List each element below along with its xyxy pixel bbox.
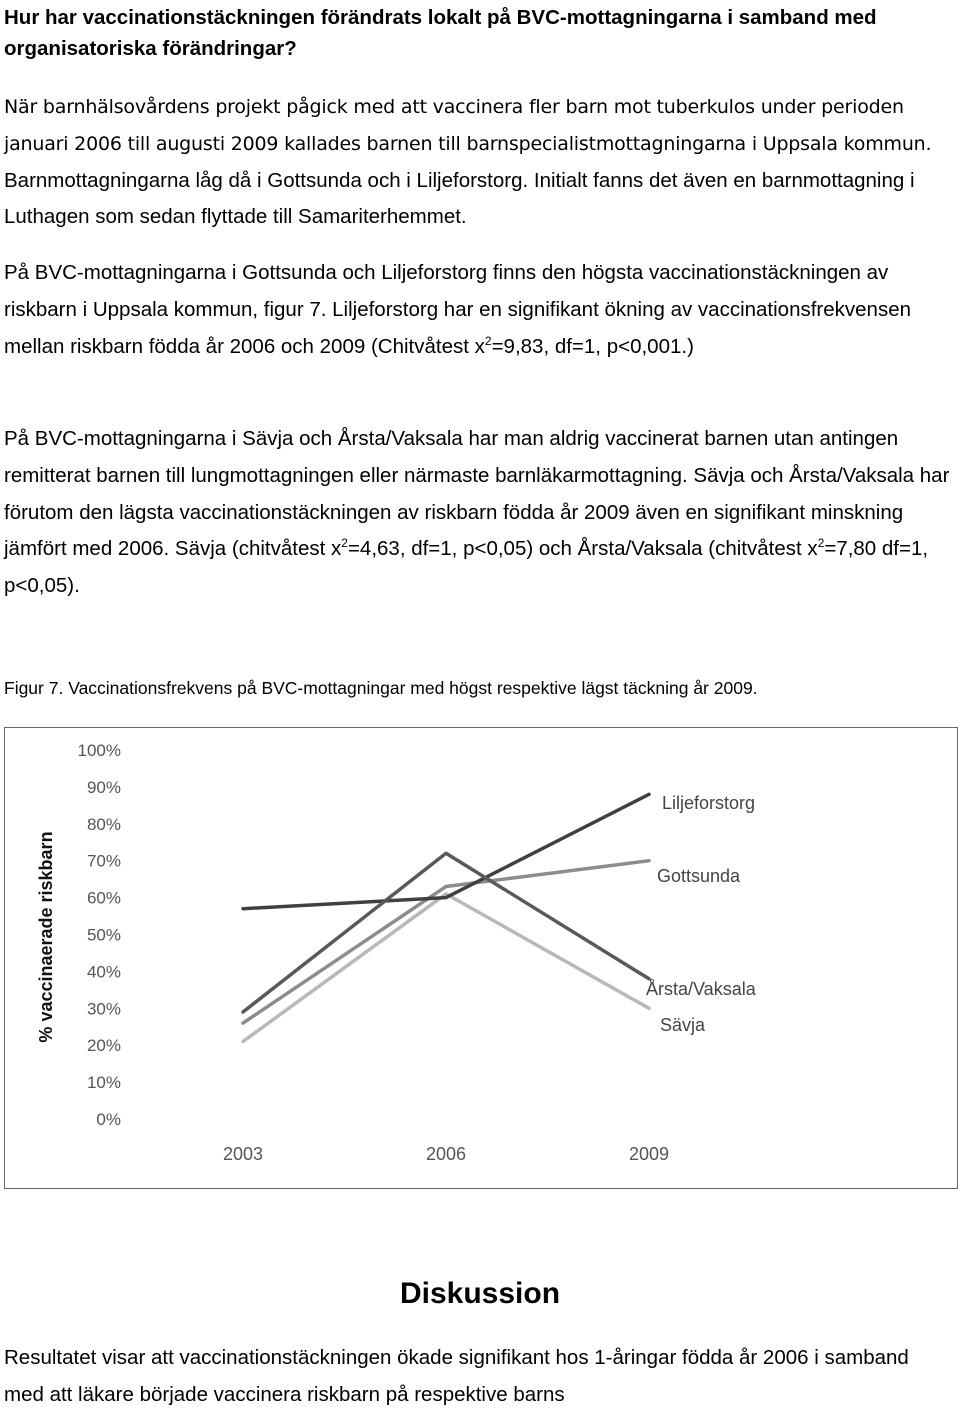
y-tick-label: 0% [96, 1110, 121, 1129]
y-tick-label: 80% [86, 814, 121, 834]
series-line [243, 894, 649, 1042]
x-tick-label: 2003 [222, 1144, 264, 1164]
y-tick-label: 90% [86, 777, 121, 797]
y-tick-label: 50% [86, 925, 121, 945]
paragraph-3 [4, 421, 954, 605]
paragraph-4: Resultatet visar att vaccinationstäckningen ökade signifikant hos 1-åringar födda år 2006 i samband med att läkare började vaccinera riskbarn på respektive barns [4, 1346, 909, 1406]
paragraph-2 [4, 255, 954, 365]
section-heading: Hur har vaccinationstäckningen förändrats lokalt på BVC-mottagningarna i samband med organisatoriska förändringar? [4, 6, 877, 60]
paragraph-1 [4, 89, 954, 236]
y-tick-label: 10% [86, 1073, 121, 1093]
x-tick-label: 2009 [628, 1144, 670, 1164]
paragraph-3-mid: =4,63, df=1, p<0,05) och Årsta/Vaksala (chitvåtest x [347, 537, 818, 561]
x-tick-label: 2006 [425, 1144, 467, 1164]
paragraph-2-text: På BVC-mottagningarna i Gottsunda och Liljeforstorg finns den högsta vaccinationstäckningen av riskbarn i Uppsala kommun, figur 7. Liljeforstorg har en signifikant ökning av vaccinationsfrekvensen mellan riskbarn födda år 2006 och 2009 (Chitvåtest x [4, 261, 912, 358]
series-label: Sävja [660, 1015, 706, 1035]
chart-svg [5, 728, 959, 1190]
series-line [243, 794, 649, 908]
superscript: 2 [341, 536, 348, 551]
series-label: Gottsunda [657, 866, 741, 886]
discussion-heading: Diskussion [399, 1277, 561, 1310]
paragraph-2-tail: =9,83, df=1, p<0,001.) [491, 334, 694, 358]
series-line [243, 853, 649, 1012]
series-label: Årsta/Vaksala [646, 979, 756, 999]
paragraph-1-part-2: Barnmottagningarna låg då i Gottsunda och i Liljeforstorg. Initialt fanns det även en barnmottagning i Luthagen som sedan flyttade till Samariterhemmet. [4, 168, 915, 229]
series-label: Liljeforstorg [662, 793, 756, 813]
y-tick-label: 40% [86, 962, 121, 982]
y-tick-label: 30% [86, 999, 121, 1019]
paragraph-1-part-1: När barnhälsovårdens projekt pågick med att vaccinera fler barn mot tuberkulos under perioden januari 2006 till augusti 2009 kallades barnen till barnspecialistmottagningarna i Uppsala kommun. [4, 96, 932, 155]
y-tick-label: 60% [86, 888, 121, 908]
superscript: 2 [817, 536, 825, 551]
superscript: 2 [484, 333, 492, 348]
figure-caption: Figur 7. Vaccinationsfrekvens på BVC-mottagningar med högst respektive lägst täckning år 2009. [4, 678, 758, 698]
y-tick-label: 20% [86, 1036, 121, 1056]
y-tick-label: 70% [86, 851, 121, 871]
line-chart [4, 727, 958, 1189]
y-tick-label: 100% [77, 741, 121, 760]
y-axis-title: % vaccinaerade riskbarn [36, 831, 56, 1043]
paragraph-3-tail: =7,80 df=1, p<0,05). [4, 537, 929, 598]
paragraph-3-text: På BVC-mottagningarna i Sävja och Årsta/Vaksala har man aldrig vaccinerat barnen utan antingen remitterat barnen till lungmottagningen eller närmaste barnläkarmottagning. Sävja och Årsta/Vaksala har förutom den lägsta vaccinationstäckningen av riskbarn födda år 2009 även en signifikant minskning jämfört med 2006. Sävja (chitvåtest x [4, 427, 950, 561]
